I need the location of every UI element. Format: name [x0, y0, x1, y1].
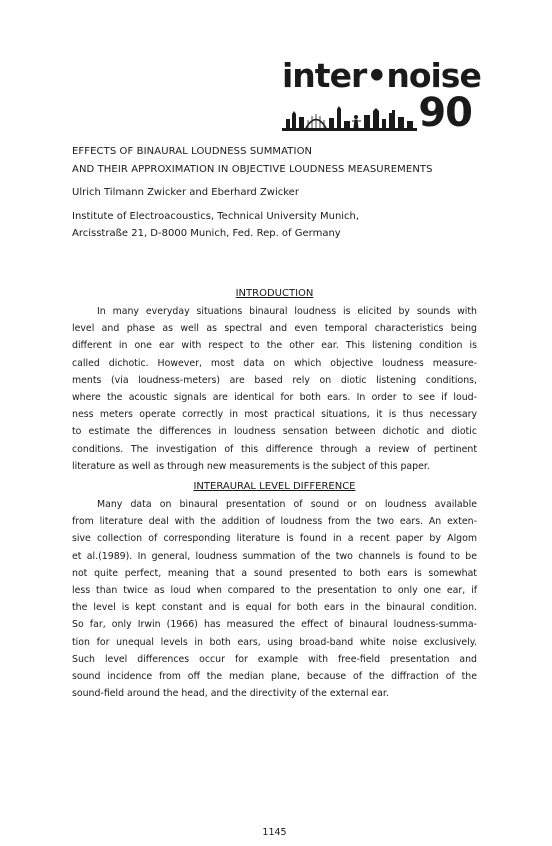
text-line: literature as well as through new measurements is the subject of this paper. [72, 460, 430, 472]
affiliation-line1: Institute of Electroacoustics, Technical University Munich, [72, 211, 360, 222]
text-line: less than twice as loud when compared to the presentation to only one ear, if [72, 585, 477, 597]
text-line: So far, only Irwin (1966) has measured the effect of binaural loudness-summa- [72, 619, 477, 631]
section-heading-interaural-level-difference: INTERAURAL LEVEL DIFFERENCE [193, 481, 356, 492]
text-line: ness meters operate correctly in most practical situations, it is thus necessary [72, 409, 477, 421]
city-skyline-icon [282, 105, 417, 131]
logo-year: 90 [418, 90, 472, 136]
section-heading-introduction: INTRODUCTION [235, 288, 314, 299]
text-line: sound incidence from off the median plane, because of the diffraction of the [72, 671, 477, 683]
text-line: Many data on binaural presentation of sound or on loudness available [97, 499, 477, 510]
paper-authors: Ulrich Tilmann Zwicker and Eberhard Zwicker [72, 187, 299, 198]
text-line: level and phase as well as spectral and even temporal characteristics being [72, 323, 477, 335]
text-line: Such level differences occur for example with free-field presentation and [72, 653, 477, 665]
text-line: different in one ear with respect to the other ear. This listening condition is [72, 340, 477, 352]
text-line: from literature deal with the addition of loudness from the two ears. An exten- [72, 516, 477, 528]
text-line: tion for unequal levels in both ears, using broad-band white noise exclusively. [72, 636, 477, 648]
text-line: sive collection of corresponding literature is found in a recent paper by Algom [72, 533, 477, 545]
text-line: In many everyday situations binaural loudness is elicited by sounds with [97, 306, 477, 317]
paper-title-line1: EFFECTS OF BINAURAL LOUDNESS SUMMATION [72, 146, 313, 157]
text-line: et al.(1989). In general, loudness summation of the two channels is found to be [72, 550, 477, 562]
text-line: conditions. The investigation of this difference through a review of pertinent [72, 443, 477, 455]
text-line: called dichotic. However, most data on which objective loudness measure- [72, 357, 477, 369]
affiliation-line2: Arcisstraße 21, D-8000 Munich, Fed. Rep. of Germany [72, 228, 341, 239]
text-line: sound-field around the head, and the directivity of the external ear. [72, 688, 389, 700]
introduction-paragraph [72, 303, 477, 475]
text-line: to estimate the differences in loudness sensation between dichotic and diotic [72, 426, 477, 438]
text-line: not quite perfect, meaning that a sound presented to both ears is somewhat [72, 567, 477, 579]
logo-wordmark: inter•noise [282, 56, 481, 95]
conference-logo [282, 56, 481, 136]
paper-title-line2: AND THEIR APPROXIMATION IN OBJECTIVE LOUDNESS MEASUREMENTS [72, 164, 433, 175]
text-line: ments (via loudness-meters) are based rely on diotic listening conditions, [72, 374, 477, 386]
text-line: where the acoustic signals are identical for both ears. In order to see if loud- [72, 392, 477, 404]
page-number: 1145 [262, 827, 287, 838]
interaural-level-difference-paragraph [72, 496, 477, 702]
text-line: the level is kept constant and is equal for both ears in the binaural condition. [72, 602, 477, 614]
